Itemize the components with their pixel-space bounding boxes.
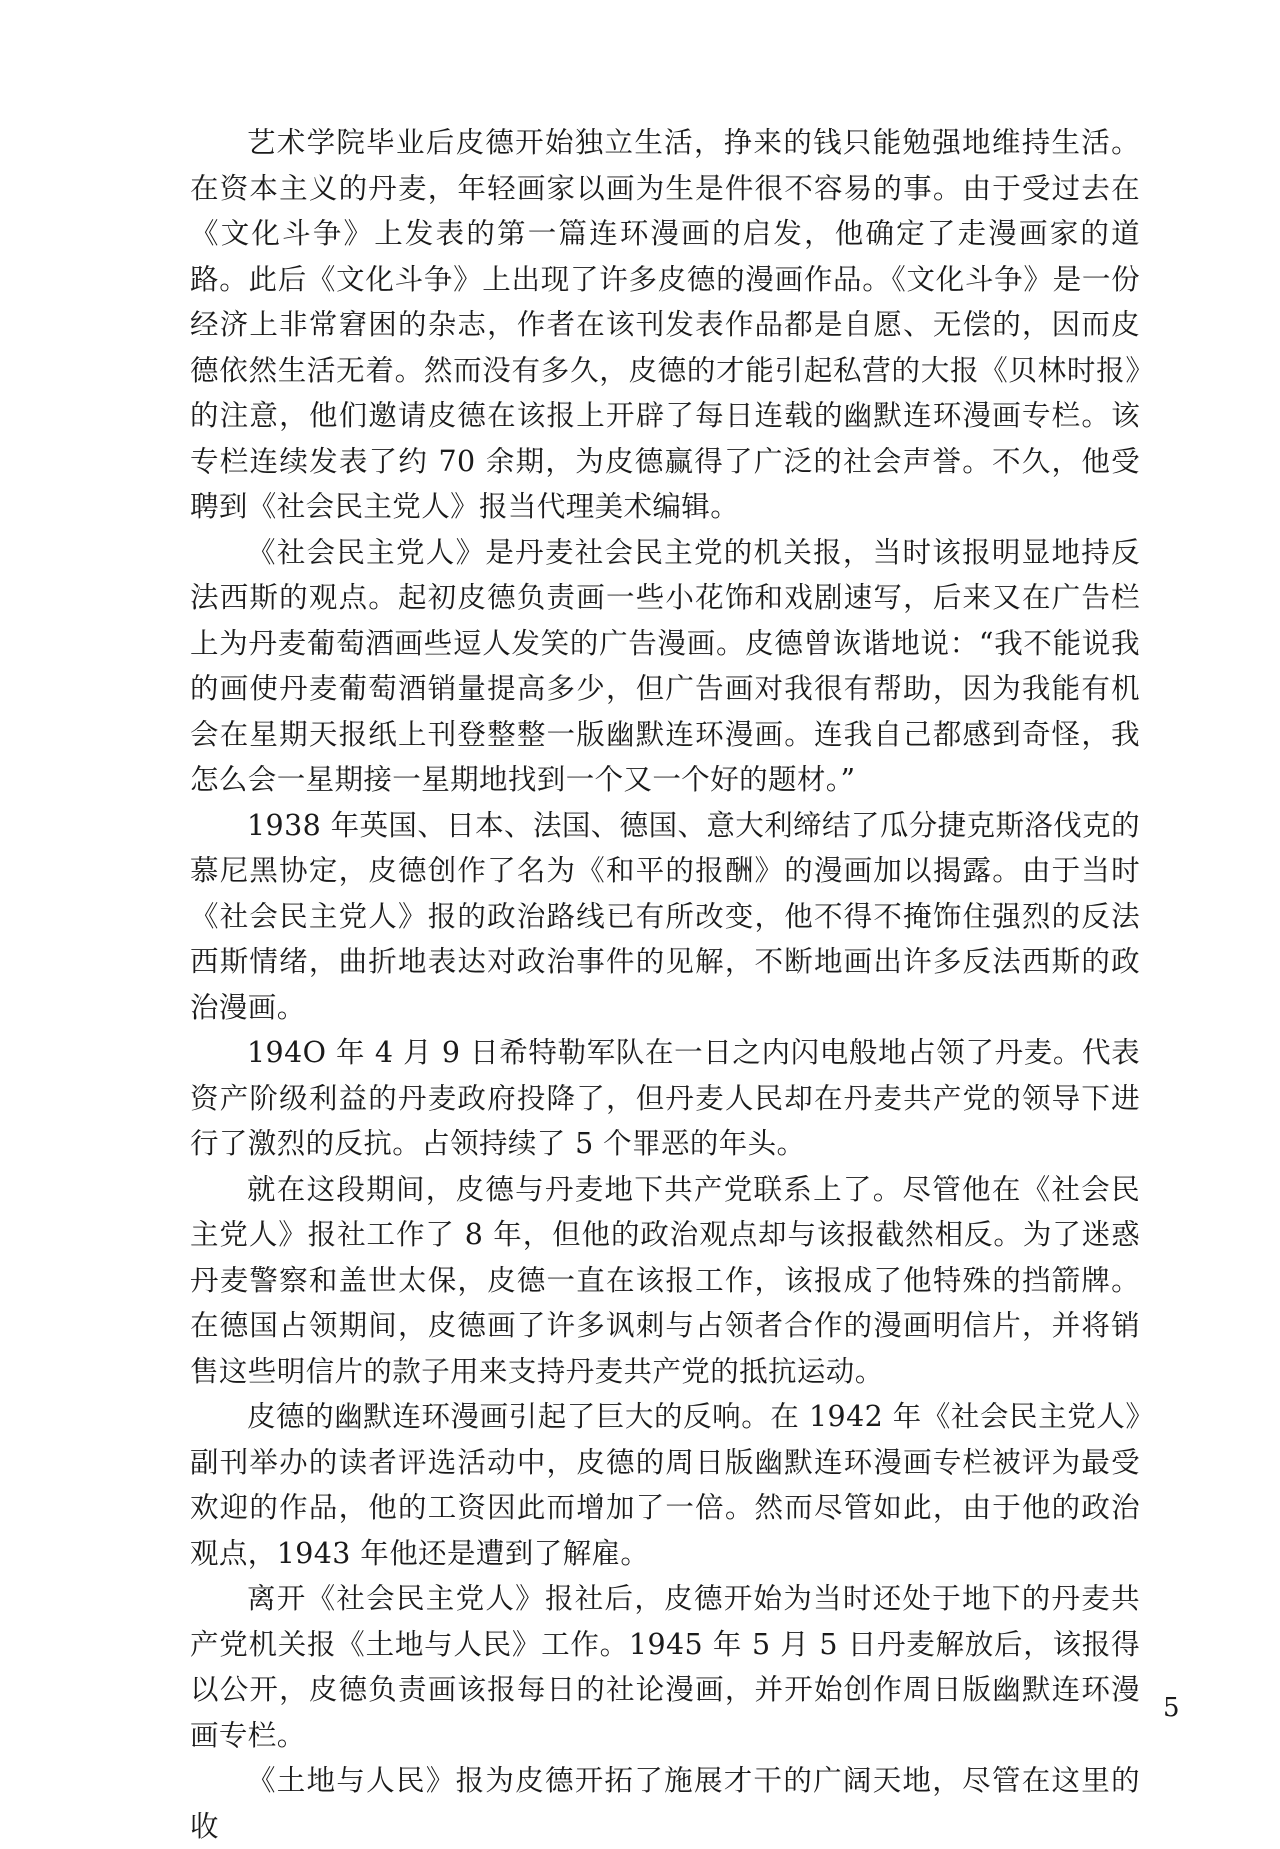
paragraph-2: 《社会民主党人》是丹麦社会民主党的机关报，当时该报明显地持反法西斯的观点。起初皮德负责画一些小花饰和戏剧速写，后来又在广告栏上为丹麦葡萄酒画些逗人发笑的广告漫画。皮德曾诙谐地说：“我不能说我的画使丹麦葡萄酒销量提高多少，但广告画对我很有帮助，因为我能有机会在星期天报纸上刊登整整一版幽默连环漫画。连我自己都感到奇怪，我怎么会一星期接一星期地找到一个又一个好的题材。” [190, 535, 1140, 796]
paragraph-8: 《土地与人民》报为皮德开拓了施展才干的广阔天地，尽管在这里的收 [190, 1764, 1140, 1843]
page-body [190, 120, 1140, 1849]
paragraph-4: 194O 年 4 月 9 日希特勒军队在一日之内闪电般地占领了丹麦。代表资产阶级利益的丹麦政府投降了，但丹麦人民却在丹麦共产党的领导下进行了激烈的反抗。占领持续了 5 个罪恶的年头。 [190, 1036, 1140, 1160]
paragraph-1: 艺术学院毕业后皮德开始独立生活，挣来的钱只能勉强地维持生活。在资本主义的丹麦，年轻画家以画为生是件很不容易的事。由于受过去在《文化斗争》上发表的第一篇连环漫画的启发，他确定了走漫画家的道路。此后《文化斗争》上出现了许多皮德的漫画作品。《文化斗争》是一份经济上非常窘困的杂志，作者在该刊发表作品都是自愿、无偿的，因而皮德依然生活无着。然而没有多久，皮德的才能引起私营的大报《贝林时报》的注意，他们邀请皮德在该报上开辟了每日连载的幽默连环漫画专栏。该专栏连续发表了约 70 余期，为皮德赢得了广泛的社会声誉。不久，他受聘到《社会民主党人》报当代理美术编辑。 [190, 126, 1140, 523]
page-number: 5 [1163, 1693, 1180, 1723]
paragraph-6: 皮德的幽默连环漫画引起了巨大的反响。在 1942 年《社会民主党人》副刊举办的读者评选活动中，皮德的周日版幽默连环漫画专栏被评为最受欢迎的作品，他的工资因此而增加了一倍。然而尽管如此，由于他的政治观点，1943 年他还是遭到了解雇。 [190, 1400, 1140, 1570]
paragraph-5: 就在这段期间，皮德与丹麦地下共产党联系上了。尽管他在《社会民主党人》报社工作了 8 年，但他的政治观点却与该报截然相反。为了迷惑丹麦警察和盖世太保，皮德一直在该报工作，该报成了他特殊的挡箭牌。在德国占领期间，皮德画了许多讽刺与占领者合作的漫画明信片，并将销售这些明信片的款子用来支持丹麦共产党的抵抗运动。 [190, 1172, 1140, 1388]
paragraph-3: 1938 年英国、日本、法国、德国、意大利缔结了瓜分捷克斯洛伐克的慕尼黑协定，皮德创作了名为《和平的报酬》的漫画加以揭露。由于当时《社会民主党人》报的政治路线已有所改变，他不得不掩饰住强烈的反法西斯情绪，曲折地表达对政治事件的见解，不断地画出许多反法西斯的政治漫画。 [190, 808, 1140, 1024]
paragraph-7: 离开《社会民主党人》报社后，皮德开始为当时还处于地下的丹麦共产党机关报《土地与人民》工作。1945 年 5 月 5 日丹麦解放后，该报得以公开，皮德负责画该报每日的社论漫画，并开始创作周日版幽默连环漫画专栏。 [190, 1582, 1140, 1752]
